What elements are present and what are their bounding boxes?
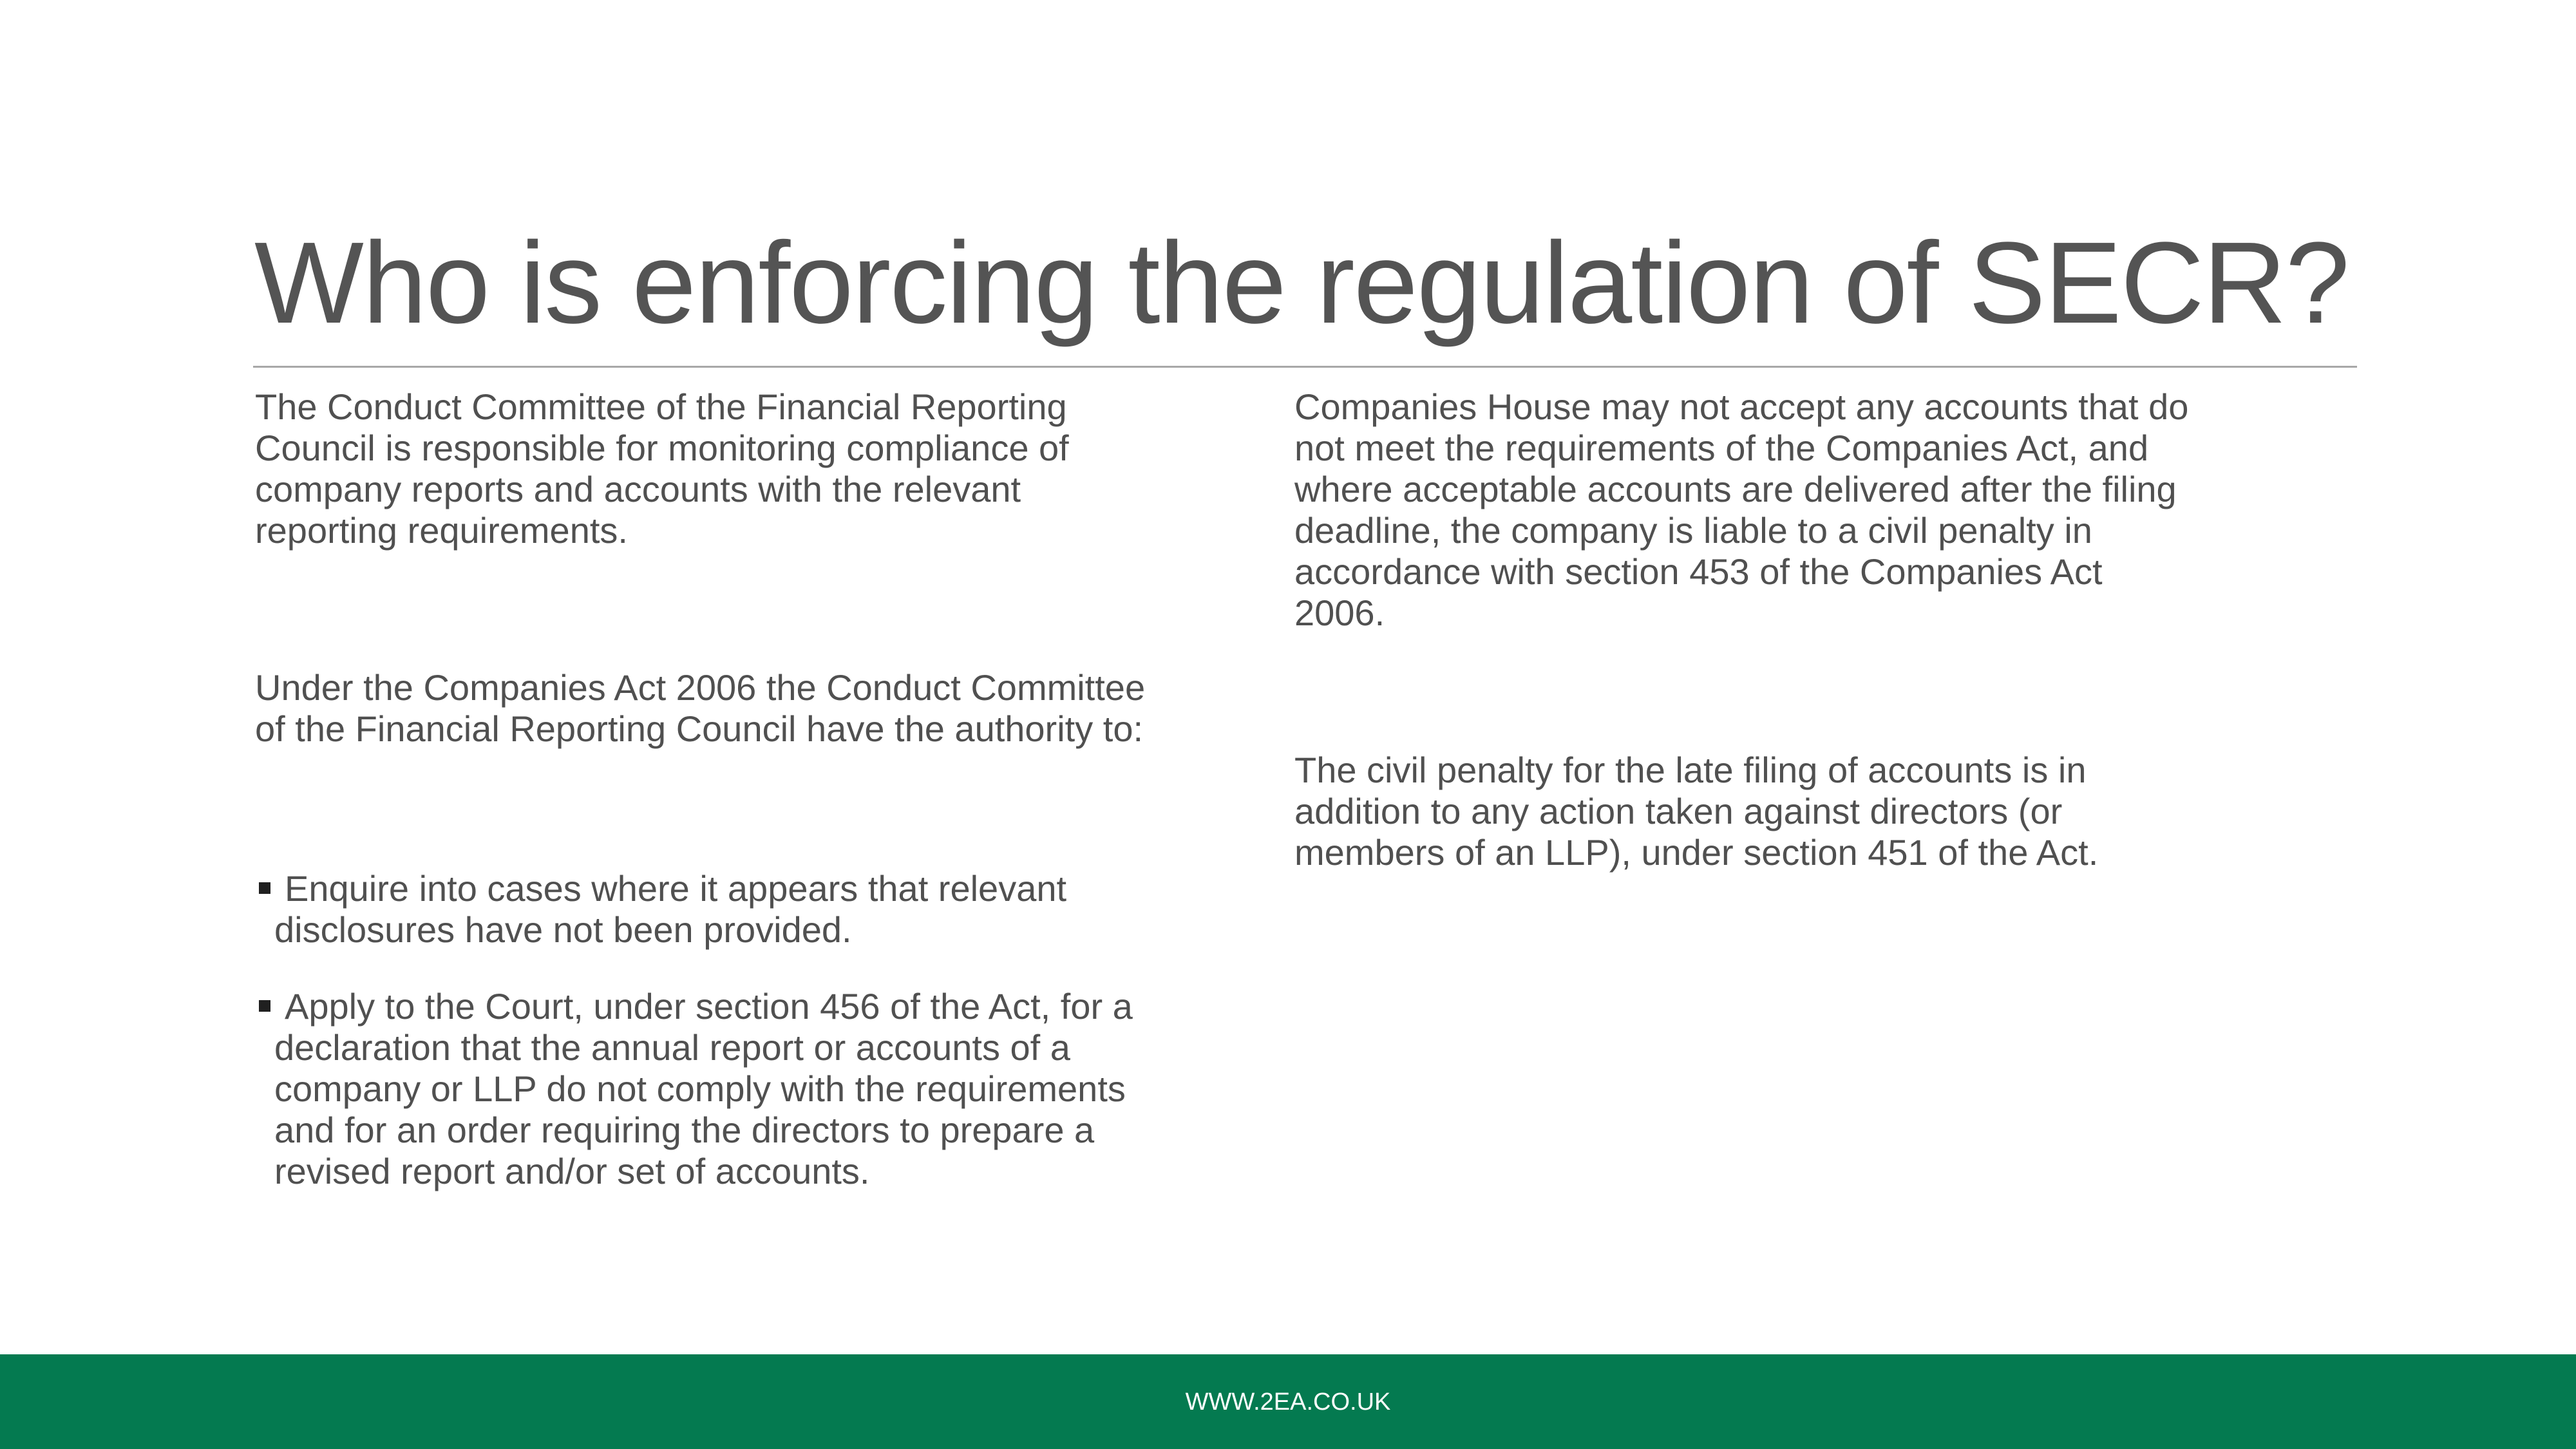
bullet-item-enquire	[255, 868, 1170, 951]
footer-website-link[interactable]: WWW.2EA.CO.UK	[1185, 1388, 1391, 1416]
square-bullet-icon	[259, 882, 270, 894]
bullet-text: Enquire into cases where it appears that relevant disclosures have not been provided.	[274, 868, 1067, 950]
title-divider	[253, 366, 2357, 368]
square-bullet-icon	[259, 1000, 270, 1012]
slide-title: Who is enforcing the regulation of SECR?	[254, 218, 2349, 348]
bullet-item-apply-to-court	[255, 986, 1170, 1192]
left-paragraph-1: The Conduct Committee of the Financial Reporting Council is responsible for monitoring compliance of company reports and accounts with the relevant reporting requirements.	[255, 386, 1069, 551]
right-paragraph-1: Companies House may not accept any accounts that do not meet the requirements of the Companies Act, and where acceptable accounts are delivered after the filing deadline, the company is liable to a civil penalty in accordance with section 453 of the Companies Act 2006.	[1294, 386, 2189, 633]
bullet-text: Apply to the Court, under section 456 of the Act, for a declaration that the annual report or accounts of a company or LLP do not comply with the requirements and for an order requiring the directors to prepare a revised report and/or set of accounts.	[274, 986, 1133, 1191]
footer-bar	[0, 1354, 2576, 1449]
left-column	[255, 386, 1170, 1227]
authority-bullet-list	[255, 868, 1170, 1192]
right-paragraph-2: The civil penalty for the late filing of accounts is in addition to any action taken against directors (or members of an LLP), under section 451 of the Act.	[1294, 750, 2099, 873]
right-column	[1294, 386, 2196, 873]
left-paragraph-2: Under the Companies Act 2006 the Conduct Committee of the Financial Reporting Council have the authority to:	[255, 667, 1146, 749]
